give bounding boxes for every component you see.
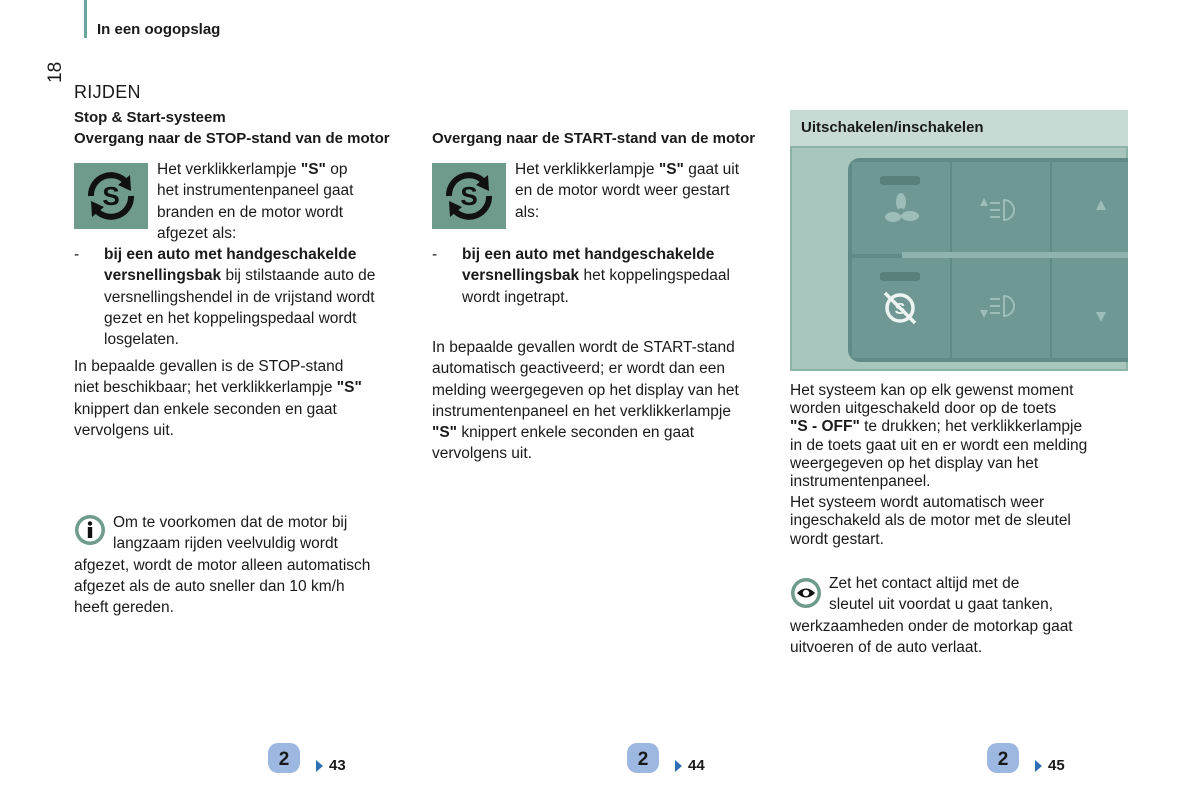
page-ref-number: 43	[329, 757, 346, 774]
switch-panel-figure	[790, 110, 1128, 371]
arrow-right-icon	[675, 760, 682, 772]
switch-panel-illustration	[790, 148, 1128, 371]
header-accent-line	[84, 0, 87, 38]
section-label: In een oogopslag	[97, 21, 221, 38]
page-ref-44[interactable]	[627, 741, 705, 774]
col3-paragraph: Het systeem kan op elk gewenst moment worden uitgeschakeld door op de toets "S - OFF" te drukken; het verklikkerlampje in de toets gaat uit en er wordt een melding weergegeven op het display van het instrumentenpaneel. Het systeem wordt automatisch weer ingeschakeld als de motor met de sleutel wordt gestart.	[790, 382, 1088, 548]
stop-start-s-icon	[432, 163, 506, 229]
page-ref-45[interactable]	[987, 741, 1065, 774]
col1-info-note: Om te voorkomen dat de motor bij langzaam rijden veelvuldig wordt afgezet, wordt de motor alleen automatisch afgezet als de auto sneller dan 10 km/h heeft gereden.	[74, 514, 371, 617]
chapter-badge	[987, 743, 1019, 773]
chapter-badge	[627, 743, 659, 773]
page-number: 18	[45, 61, 66, 83]
chapter-badge	[268, 743, 300, 773]
svg-text:S: S	[894, 301, 906, 318]
chapter-badge-number: 2	[278, 748, 290, 770]
col1-intro: Het verklikkerlampje "S" op het instrumentenpaneel gaat branden en de motor wordt afgezet als:	[157, 161, 354, 242]
chapter-badge-number: 2	[997, 748, 1009, 770]
stop-start-s-icon	[74, 163, 148, 229]
col2-heading: Overgang naar de START-stand van de motor	[432, 130, 756, 147]
col1-paragraph: In bepaalde gevallen is de STOP-stand niet beschikbaar; het verklikkerlampje "S" knippert dan enkele seconden en gaat vervolgens uit.	[74, 358, 362, 439]
col1-bullet: - bij een auto met handgeschakelde versnellingsbak bij stilstaande auto de versnellingshendel in de vrijstand wordt gezet en het koppelingspedaal wordt losgelaten.	[74, 246, 376, 349]
col2-bullet: - bij een auto met handgeschakelde versnellingsbak het koppelingspedaal wordt ingetrapt.	[432, 246, 730, 306]
panel-title-bar	[790, 110, 1128, 148]
col2-paragraph: In bepaalde gevallen wordt de START-stand automatisch geactiveerd; er wordt dan een melding weergegeven op het display van het instrumentenpaneel en het verklikkerlampje "S" knippert enkele seconden en gaat vervolgens uit.	[432, 339, 739, 463]
col2-intro: Het verklikkerlampje "S" gaat uit en de motor wordt weer gestart als:	[515, 161, 740, 221]
page-ref-number: 45	[1048, 757, 1065, 774]
page-ref-number: 44	[688, 757, 705, 774]
page-title: RIJDEN	[74, 82, 141, 102]
chapter-badge-number: 2	[637, 748, 649, 770]
arrow-right-icon	[316, 760, 323, 772]
col3-eye-note: Zet het contact altijd met de sleutel uit voordat u gaat tanken, werkzaamheden onder de motorkap gaat uitvoeren of de auto verlaat.	[790, 575, 1073, 656]
col1-heading: Overgang naar de STOP-stand van de motor	[74, 130, 390, 147]
svg-text:S: S	[460, 181, 478, 211]
page-ref-43[interactable]	[268, 741, 346, 774]
svg-text:S: S	[102, 181, 120, 211]
panel-title: Uitschakelen/inschakelen	[801, 119, 984, 136]
subtitle: Stop & Start-systeem	[74, 109, 226, 126]
arrow-right-icon	[1035, 760, 1042, 772]
